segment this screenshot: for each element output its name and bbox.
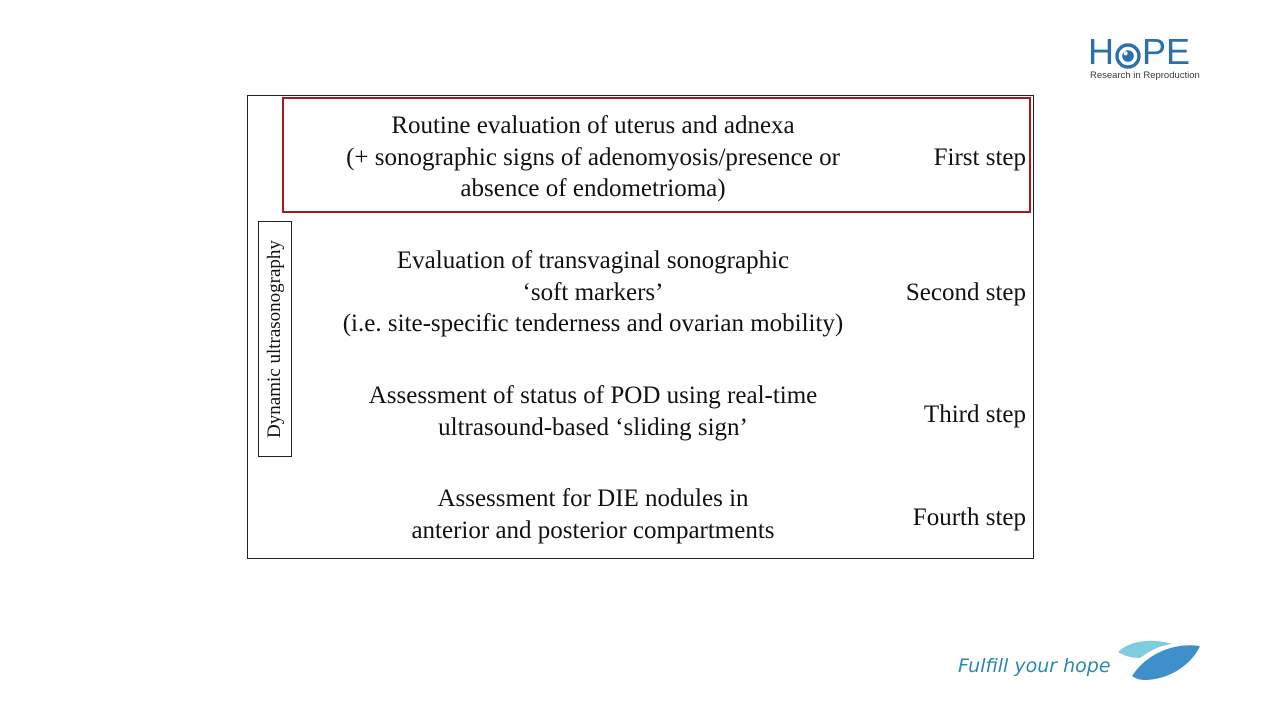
step-3-label: Third step bbox=[923, 401, 1026, 428]
step-3-text bbox=[300, 380, 886, 443]
logo-wordmark bbox=[1088, 31, 1191, 72]
eye-icon bbox=[1115, 39, 1141, 65]
step-1-label: First step bbox=[933, 144, 1026, 171]
step-1-line-1: Routine evaluation of uterus and adnexa bbox=[391, 112, 795, 139]
step-1-line-3: absence of endometrioma) bbox=[460, 175, 726, 202]
step-3-line-2: ultrasound-based ‘sliding sign’ bbox=[438, 413, 748, 441]
step-2-line-1: Evaluation of transvaginal sonographic bbox=[396, 247, 790, 274]
step-4-label: Fourth step bbox=[912, 504, 1026, 531]
step-1-text bbox=[300, 110, 886, 205]
step-4-text bbox=[300, 483, 886, 546]
step-2-line-2: ‘soft markers’ bbox=[522, 278, 664, 306]
hope-logo bbox=[1088, 31, 1203, 84]
step-2-line-3: (i.e. site-specific tenderness and ovarian mobility) bbox=[342, 310, 844, 337]
step-4-line-2: anterior and posterior compartments bbox=[411, 516, 775, 544]
leaf-icon bbox=[1112, 636, 1204, 684]
tagline: Fulfill your hope bbox=[958, 655, 1111, 677]
step-2-text bbox=[300, 245, 886, 340]
logo-subtitle: Research in Reproduction bbox=[1090, 70, 1200, 81]
step-4-line-1: Assessment for DIE nodules in bbox=[437, 485, 749, 512]
step-3-line-1: Assessment of status of POD using real-time bbox=[368, 382, 818, 409]
side-label-box bbox=[258, 221, 292, 457]
logo-letter-p: P bbox=[1142, 31, 1167, 72]
logo-letter-h: H bbox=[1088, 31, 1114, 72]
side-label: Dynamic ultrasonography bbox=[264, 240, 285, 438]
step-2-label: Second step bbox=[905, 279, 1026, 306]
step-1-line-2: (+ sonographic signs of adenomyosis/presence or bbox=[346, 143, 840, 171]
logo-letter-e: E bbox=[1166, 31, 1191, 72]
